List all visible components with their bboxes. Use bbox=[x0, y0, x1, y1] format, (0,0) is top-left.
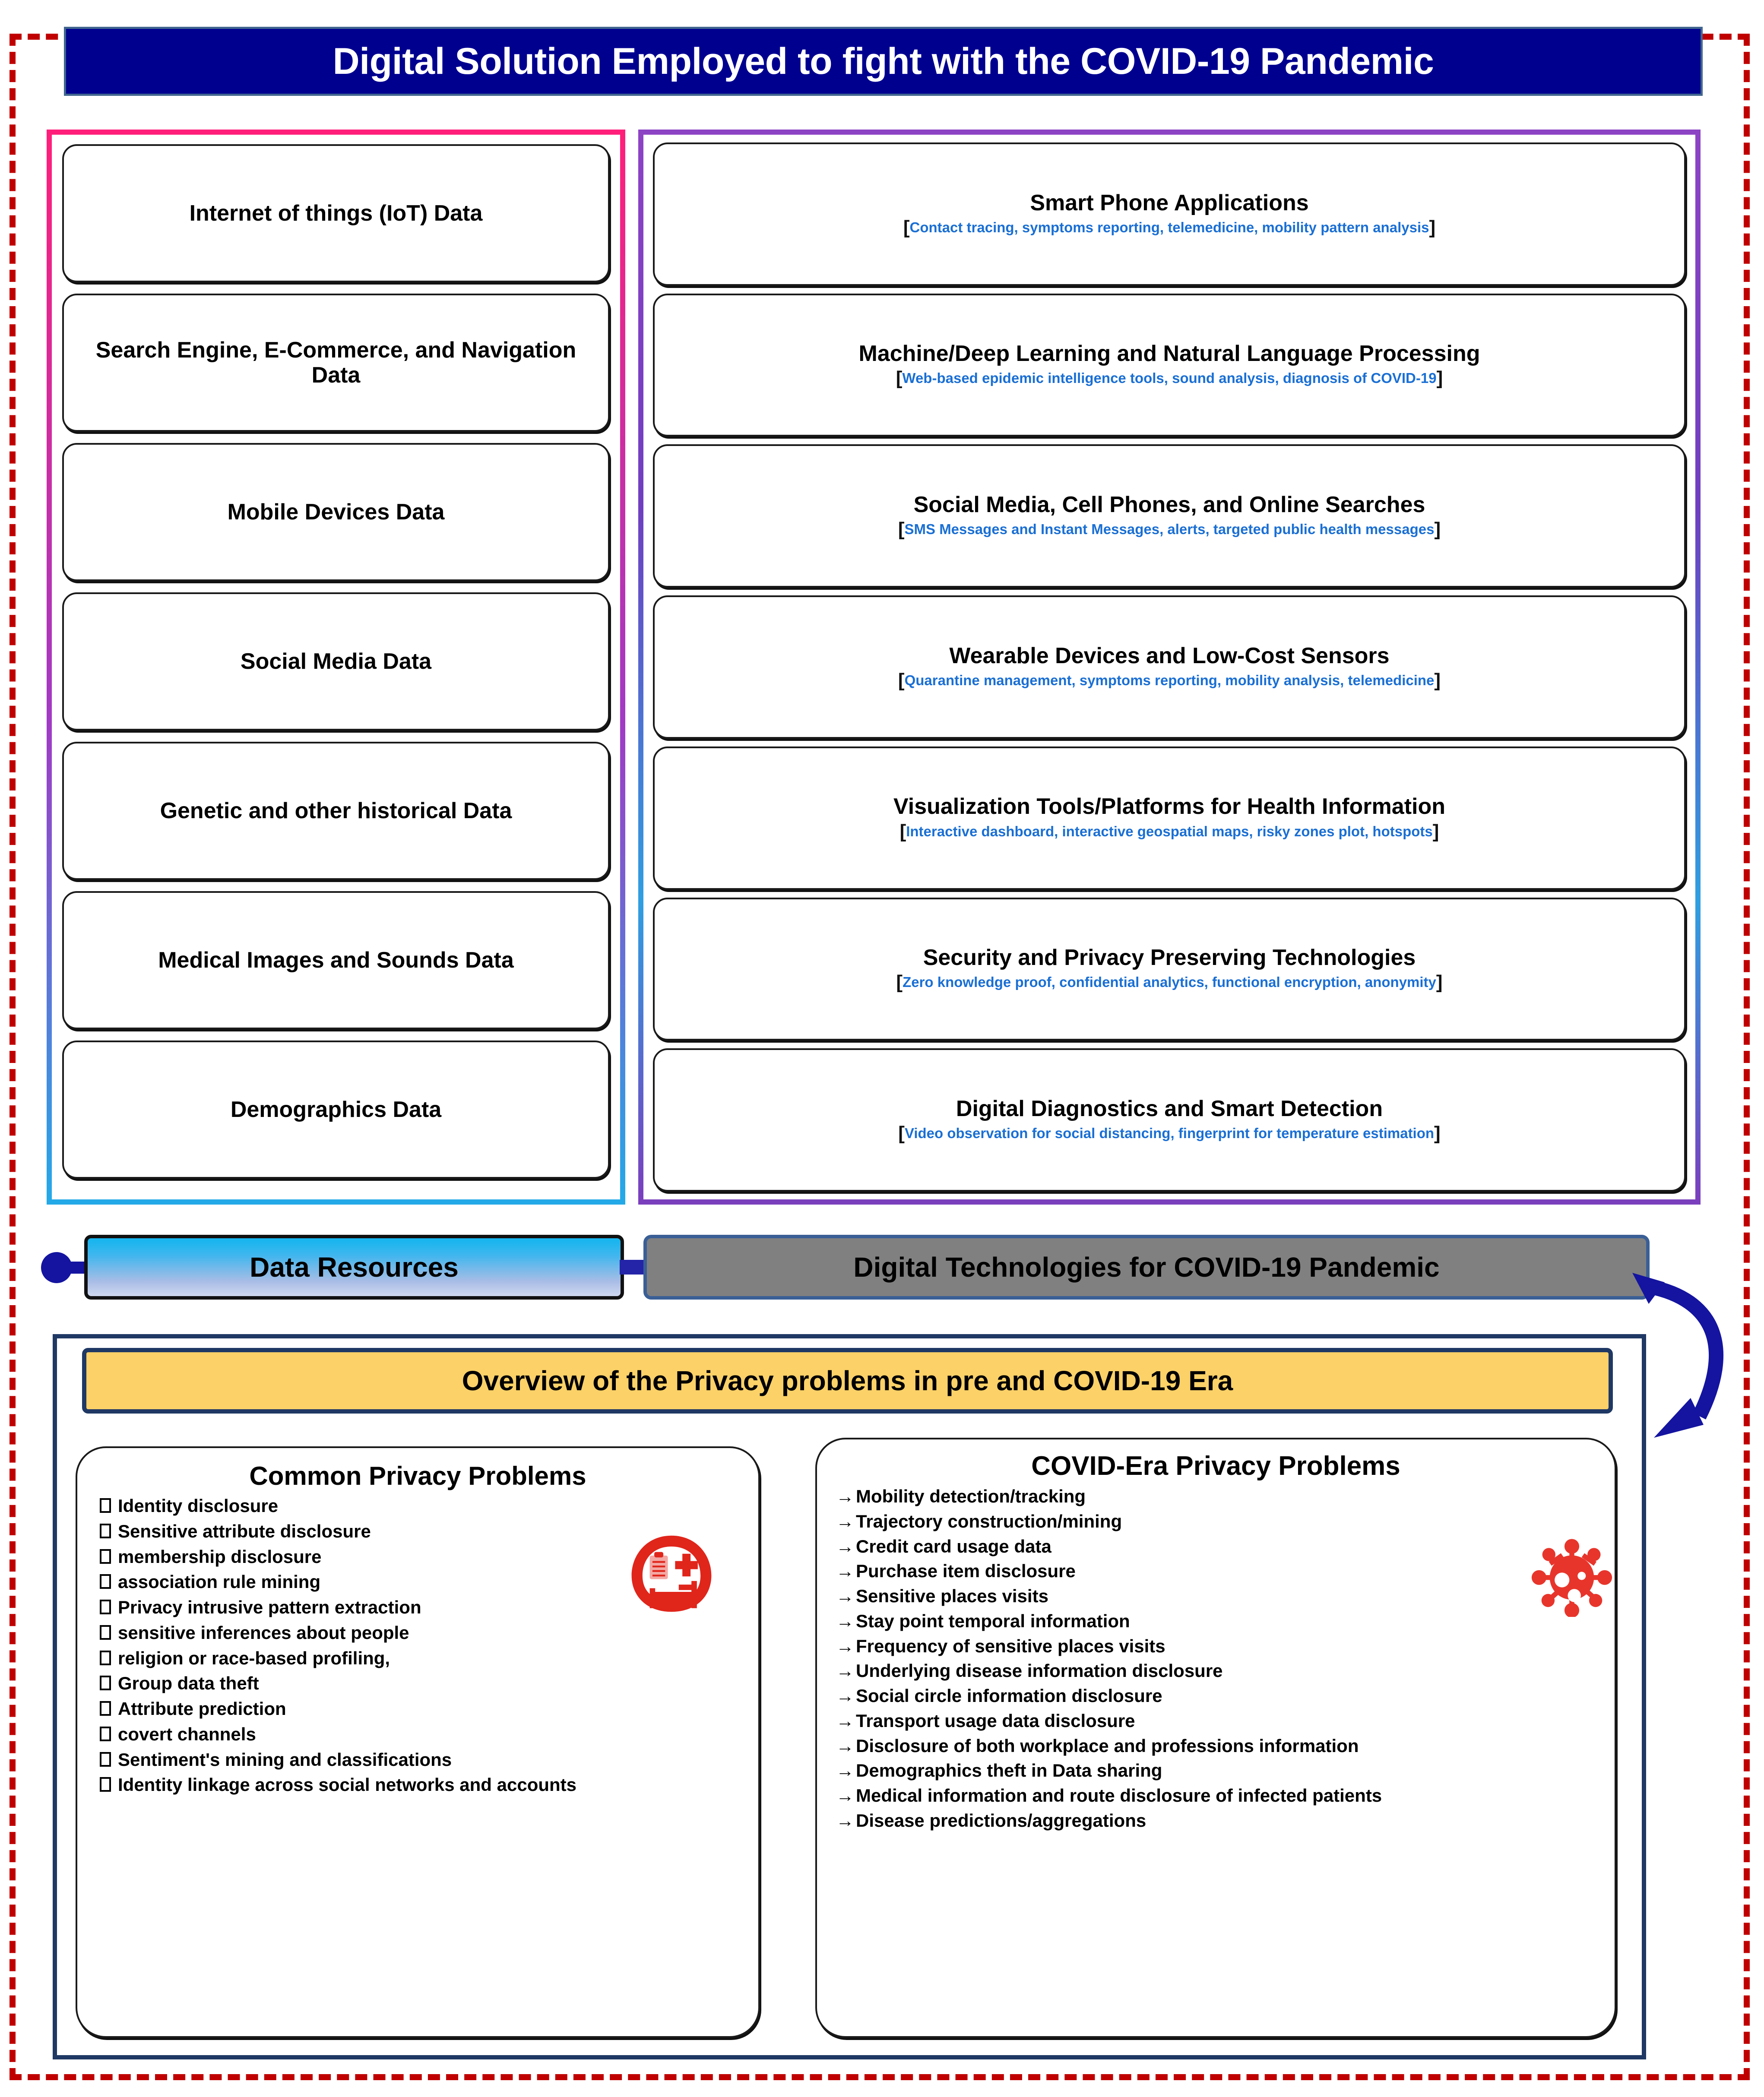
coronavirus-icon bbox=[1531, 1535, 1613, 1617]
data-resource-label: Medical Images and Sounds Data bbox=[158, 947, 514, 973]
list-item[interactable] bbox=[100, 1647, 758, 1670]
bracket-open: [ bbox=[898, 669, 905, 691]
data-resources-band[interactable]: Data Resources bbox=[84, 1235, 624, 1300]
technology-subtitle-text: Quarantine management, symptoms reporting, mobility analysis, telemedicine bbox=[904, 672, 1435, 688]
list-item[interactable] bbox=[836, 1535, 1615, 1558]
bracket-close: ] bbox=[1434, 1122, 1441, 1144]
list-item-label: Sensitive attribute disclosure bbox=[118, 1521, 371, 1541]
technology-subtitle bbox=[900, 821, 1439, 842]
arrow-right-icon: → bbox=[836, 1511, 854, 1531]
technology-title: Wearable Devices and Low-Cost Sensors bbox=[949, 643, 1390, 668]
list-item-label: Sensitive places visits bbox=[856, 1586, 1048, 1606]
technology-subtitle bbox=[896, 972, 1442, 993]
checkbox-icon bbox=[100, 1549, 111, 1564]
list-item[interactable] bbox=[836, 1784, 1615, 1807]
technology-subtitle-text: Zero knowledge proof, confidential analytics, functional encryption, anonymity bbox=[903, 974, 1436, 990]
technology-title: Visualization Tools/Platforms for Health Information bbox=[893, 794, 1445, 819]
list-item-label: Identity disclosure bbox=[118, 1496, 279, 1516]
list-item-label: religion or race-based profiling, bbox=[118, 1648, 390, 1668]
bracket-close: ] bbox=[1429, 216, 1436, 238]
technology-title: Digital Diagnostics and Smart Detection bbox=[956, 1096, 1383, 1121]
list-item-label: covert channels bbox=[118, 1724, 256, 1744]
technology-subtitle bbox=[896, 368, 1443, 389]
list-item-label: association rule mining bbox=[118, 1572, 321, 1592]
list-item[interactable] bbox=[836, 1659, 1615, 1683]
checkbox-icon bbox=[100, 1524, 111, 1538]
data-resource-box[interactable] bbox=[62, 891, 610, 1029]
list-item[interactable] bbox=[100, 1621, 758, 1645]
bracket-open: [ bbox=[898, 1122, 905, 1144]
list-item[interactable] bbox=[836, 1734, 1615, 1758]
bracket-close: ] bbox=[1434, 519, 1441, 540]
data-resource-label: Demographics Data bbox=[230, 1097, 442, 1122]
list-item[interactable] bbox=[100, 1723, 758, 1746]
connector-dot bbox=[41, 1252, 72, 1283]
checkbox-icon bbox=[100, 1777, 111, 1792]
arrow-right-icon: → bbox=[836, 1536, 854, 1556]
checkbox-icon bbox=[100, 1574, 111, 1589]
common-privacy-heading: Common Privacy Problems bbox=[249, 1461, 586, 1490]
list-item[interactable] bbox=[100, 1773, 758, 1797]
list-item-label: Mobility detection/tracking bbox=[856, 1486, 1086, 1506]
checkbox-icon bbox=[100, 1498, 111, 1513]
bracket-open: [ bbox=[903, 216, 910, 238]
arrow-right-icon: → bbox=[836, 1735, 854, 1756]
data-resource-box[interactable] bbox=[62, 1041, 610, 1179]
digital-technologies-band[interactable]: Digital Technologies for COVID-19 Pandemic bbox=[643, 1235, 1650, 1300]
page-title: Digital Solution Employed to fight with the COVID-19 Pandemic bbox=[64, 27, 1703, 96]
list-item[interactable] bbox=[836, 1559, 1615, 1583]
list-item-label: Attribute prediction bbox=[118, 1698, 286, 1719]
hospital-care-icon bbox=[626, 1528, 717, 1619]
technology-box[interactable] bbox=[653, 1048, 1686, 1192]
technology-subtitle-text: Contact tracing, symptoms reporting, telemedicine, mobility pattern analysis bbox=[909, 219, 1429, 235]
bracket-open: [ bbox=[898, 519, 905, 540]
checkbox-icon bbox=[100, 1600, 111, 1614]
arrow-right-icon: → bbox=[836, 1661, 854, 1681]
arrow-right-icon: → bbox=[836, 1635, 854, 1656]
list-item[interactable] bbox=[100, 1672, 758, 1695]
technology-box[interactable] bbox=[653, 142, 1686, 286]
list-item-label: Underlying disease information disclosure bbox=[856, 1661, 1223, 1681]
list-item-label: Frequency of sensitive places visits bbox=[856, 1635, 1165, 1656]
data-resources-group bbox=[47, 130, 625, 1205]
checkbox-icon bbox=[100, 1701, 111, 1716]
list-item-label: membership disclosure bbox=[118, 1546, 322, 1567]
arrow-right-icon: → bbox=[836, 1710, 854, 1731]
checkbox-icon bbox=[100, 1752, 111, 1767]
technology-title: Machine/Deep Learning and Natural Language Processing bbox=[858, 341, 1480, 367]
covid-privacy-heading: COVID-Era Privacy Problems bbox=[1031, 1451, 1400, 1481]
technology-subtitle bbox=[898, 1123, 1440, 1144]
list-item[interactable] bbox=[836, 1759, 1615, 1782]
technology-subtitle-text: Video observation for social distancing, fingerprint for temperature estimation bbox=[904, 1125, 1435, 1141]
data-resource-box[interactable] bbox=[62, 742, 610, 880]
bracket-open: [ bbox=[899, 820, 906, 842]
technology-box[interactable] bbox=[653, 595, 1686, 739]
data-resource-box[interactable] bbox=[62, 144, 610, 282]
bracket-close: ] bbox=[1436, 971, 1443, 993]
list-item[interactable] bbox=[836, 1809, 1615, 1832]
list-item[interactable] bbox=[836, 1485, 1615, 1508]
technology-title: Social Media, Cell Phones, and Online Searches bbox=[913, 492, 1425, 517]
data-resource-label: Social Media Data bbox=[240, 648, 432, 674]
arrow-right-icon: → bbox=[836, 1686, 854, 1706]
list-item[interactable] bbox=[100, 1697, 758, 1721]
list-item[interactable] bbox=[836, 1635, 1615, 1658]
list-item-label: Stay point temporal information bbox=[856, 1610, 1130, 1631]
list-item-label: Trajectory construction/mining bbox=[856, 1511, 1122, 1531]
list-item-label: Transport usage data disclosure bbox=[856, 1710, 1135, 1731]
technology-title: Security and Privacy Preserving Technologies bbox=[923, 945, 1416, 971]
checkbox-icon bbox=[100, 1676, 111, 1690]
covid-privacy-card bbox=[815, 1438, 1616, 2038]
data-resource-label: Search Engine, E-Commerce, and Navigation Data bbox=[95, 337, 576, 388]
technology-box[interactable] bbox=[653, 294, 1686, 437]
arrow-right-icon: → bbox=[836, 1561, 854, 1581]
list-item-label: Purchase item disclosure bbox=[856, 1561, 1076, 1581]
digital-technologies-group bbox=[638, 130, 1701, 1205]
arrow-right-icon: → bbox=[836, 1810, 854, 1831]
arrow-right-icon: → bbox=[836, 1610, 854, 1631]
data-resource-label: Genetic and other historical Data bbox=[160, 798, 512, 823]
list-item[interactable] bbox=[836, 1684, 1615, 1708]
technology-box[interactable] bbox=[653, 898, 1686, 1041]
bracket-close: ] bbox=[1436, 367, 1443, 389]
list-item[interactable] bbox=[836, 1510, 1615, 1533]
list-item-label: Group data theft bbox=[118, 1673, 259, 1694]
list-item-label: Demographics theft in Data sharing bbox=[856, 1760, 1162, 1781]
technology-subtitle-text: Interactive dashboard, interactive geospatial maps, risky zones plot, hotspots bbox=[906, 823, 1433, 839]
arrow-right-icon: → bbox=[836, 1586, 854, 1606]
technology-subtitle-text: Web-based epidemic intelligence tools, sound analysis, diagnosis of COVID-19 bbox=[902, 370, 1437, 386]
list-item[interactable] bbox=[100, 1748, 758, 1771]
checkbox-icon bbox=[100, 1651, 111, 1665]
list-item-label: Social circle information disclosure bbox=[856, 1686, 1162, 1706]
data-resource-label: Internet of things (IoT) Data bbox=[189, 200, 483, 226]
list-item[interactable] bbox=[836, 1610, 1615, 1633]
data-resource-box[interactable] bbox=[62, 592, 610, 731]
checkbox-icon bbox=[100, 1727, 111, 1741]
arrow-right-icon: → bbox=[836, 1785, 854, 1806]
arrow-right-icon: → bbox=[836, 1486, 854, 1506]
list-item[interactable] bbox=[836, 1585, 1615, 1608]
data-resource-label: Mobile Devices Data bbox=[227, 499, 445, 525]
technology-title: Smart Phone Applications bbox=[1030, 190, 1309, 215]
list-item-label: Credit card usage data bbox=[856, 1536, 1051, 1556]
list-item-label: Medical information and route disclosure of infected patients bbox=[856, 1785, 1382, 1806]
list-item-label: Sentiment's mining and classifications bbox=[118, 1749, 452, 1770]
bracket-close: ] bbox=[1434, 669, 1441, 691]
list-item-label: Disease predictions/aggregations bbox=[856, 1810, 1146, 1831]
list-item-label: Identity linkage across social networks and accounts bbox=[118, 1774, 577, 1795]
bracket-open: [ bbox=[896, 367, 903, 389]
list-item-label: Disclosure of both workplace and professions information bbox=[856, 1735, 1359, 1756]
list-item[interactable] bbox=[100, 1494, 758, 1518]
arrow-right-icon: → bbox=[836, 1760, 854, 1781]
technology-subtitle bbox=[898, 670, 1441, 691]
technology-subtitle-text: SMS Messages and Instant Messages, alerts, targeted public health messages bbox=[904, 521, 1435, 538]
technology-subtitle bbox=[898, 519, 1441, 540]
list-item-label: sensitive inferences about people bbox=[118, 1622, 409, 1643]
technology-subtitle bbox=[903, 217, 1435, 238]
data-resource-box[interactable] bbox=[62, 443, 610, 581]
technology-box[interactable] bbox=[653, 444, 1686, 588]
bracket-close: ] bbox=[1432, 820, 1439, 842]
covid-privacy-list bbox=[817, 1485, 1615, 1832]
list-item-label: Privacy intrusive pattern extraction bbox=[118, 1597, 421, 1617]
technology-box[interactable] bbox=[653, 746, 1686, 890]
bracket-open: [ bbox=[896, 971, 903, 993]
data-resource-box[interactable] bbox=[62, 294, 610, 432]
checkbox-icon bbox=[100, 1625, 111, 1640]
overview-title-bar[interactable]: Overview of the Privacy problems in pre and COVID-19 Era bbox=[82, 1348, 1613, 1414]
list-item[interactable] bbox=[836, 1709, 1615, 1733]
